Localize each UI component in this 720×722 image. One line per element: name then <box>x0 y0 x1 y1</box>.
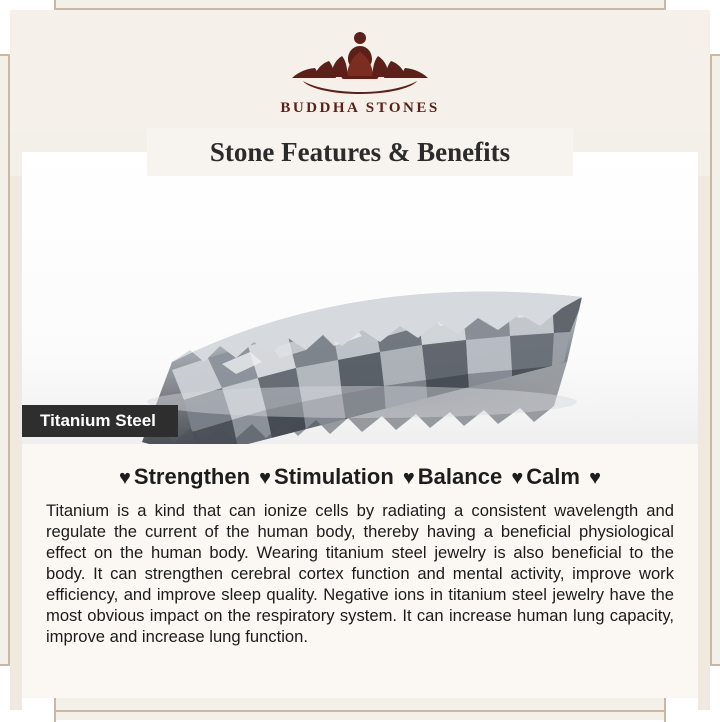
description-panel <box>22 444 698 698</box>
section-title-band <box>147 128 573 176</box>
heart-icon: ♥ <box>589 467 601 489</box>
heart-icon: ♥ <box>511 467 524 489</box>
stone-name-badge: Titanium Steel <box>22 405 178 437</box>
titanium-steel-image <box>22 152 698 444</box>
benefits-headline <box>46 464 674 490</box>
benefit-item-0: Strengthen <box>133 464 251 489</box>
benefit-item-1: Stimulation <box>274 464 394 489</box>
brand-name: BUDDHA STONES <box>280 100 440 116</box>
heart-icon: ♥ <box>259 467 272 489</box>
brand-header <box>10 10 710 132</box>
lotus-meditation-icon <box>285 26 435 98</box>
benefit-item-3: Calm <box>526 464 580 489</box>
page-title: Stone Features & Benefits <box>209 136 511 167</box>
heart-icon: ♥ <box>119 467 131 489</box>
description-text: Titanium is a kind that can ionize cells by radiating a consistent wavelength and regulate the current of the human body, thereby having a beneficial physiological effect on the human body. Wearing titanium steel jewelry is also beneficial to the body. It can strengthen cerebral cortex function and mental activity, improve work efficiency, and improve sleep quality. Negative ions in titanium steel jewelry have the most obvious impact on the respiratory system. It can increase human lung capacity, improve and increase lung function. <box>46 501 674 647</box>
benefit-item-2: Balance <box>417 464 503 489</box>
right-accent-strip <box>698 176 710 710</box>
product-image-container <box>22 152 698 444</box>
heart-icon: ♥ <box>402 467 415 489</box>
left-accent-strip <box>10 176 22 710</box>
